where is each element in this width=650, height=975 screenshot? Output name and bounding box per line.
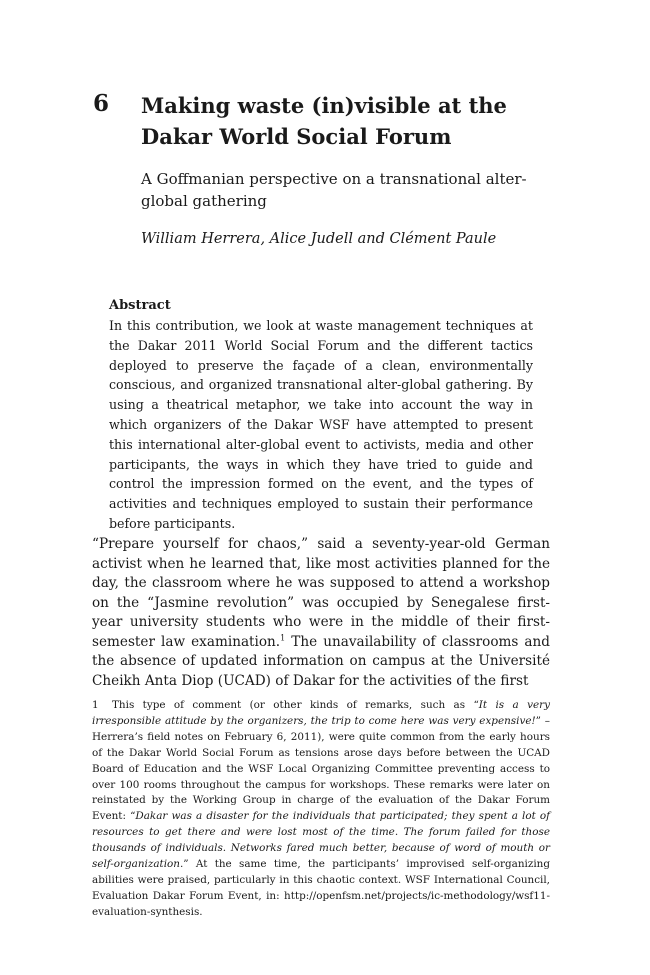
footnote-text-b: ” – Herrera’s field notes on February 6, 2011), were quite common from the early hours of the Dakar World Social Forum as tensions arose days before between the UCAD Board of Education and the WSF Local Organizing Committee preventing access to over 100 rooms throughout the campus for workshops. These remarks were later on reinstated by the Working Group in charge of the evaluation of the Dakar Forum Event: “	[92, 714, 550, 823]
footnote-reference[interactable]: 1	[280, 632, 286, 642]
footnote-quote-a: It is a very irresponsible attitude by the organizers, the trip to come here was very expensive!	[92, 699, 550, 727]
abstract-section	[109, 296, 533, 534]
chapter-number: 6	[93, 90, 110, 117]
chapter-subtitle: A Goffmanian perspective on a transnational alter-global gathering	[141, 170, 527, 210]
body-paragraph	[92, 535, 550, 691]
chapter-title: Making waste (in)visible at the Dakar World Social Forum	[141, 93, 507, 149]
body-text-part1: “Prepare yourself for chaos,” said a seventy-year-old German activist when he learned that, like most activities planned for the day, the classroom where he was supposed to attend a workshop on the “Jasmine revolution” was occupied by Senegalese first-year university students who were in the middle of their first-semester law examination.	[92, 536, 550, 650]
footnote-text-a: This type of comment (or other kinds of remarks, such as “	[112, 699, 479, 711]
chapter-authors: William Herrera, Alice Judell and Clément Paule	[141, 231, 497, 247]
abstract-text: In this contribution, we look at waste management techniques at the Dakar 2011 World Social Forum and the different tactics deployed to preserve the façade of a clean, environmentally conscious, and organized transnational alter-global gathering. By using a theatrical metaphor, we take into account the way in which organizers of the Dakar WSF have attempted to present this international alter-global event to activists, media and other participants, the ways in which they have tried to guide and control the impression formed on the event, and the types of activities and techniques employed to sustain their performance before participants.	[109, 318, 533, 531]
footnote-text-c: ” At the same time, the participants’ improvised self-organizing abilities were praised, particularly in this chaotic context. WSF International Council, Evaluation Dakar Forum Event, in: http://openfsm.net/projects/ic-methodology/wsf11-evaluation-synthesis.	[92, 858, 550, 918]
footnote-quote-b: Dakar was a disaster for the individuals that participated; they spent a lot of resources to get there and were lost most of the time. The forum failed for those thousands of individuals. Networks fared much better, because of word of mouth or self-organization.	[92, 810, 551, 871]
footnote-number: 1	[92, 699, 99, 711]
body-text-part2: The unavailability of classrooms and the absence of updated information on campus at the Université Cheikh Anta Diop (UCAD) of Dakar for the activities of the first	[92, 633, 550, 689]
abstract-heading: Abstract	[109, 298, 171, 313]
footnote	[92, 698, 550, 921]
